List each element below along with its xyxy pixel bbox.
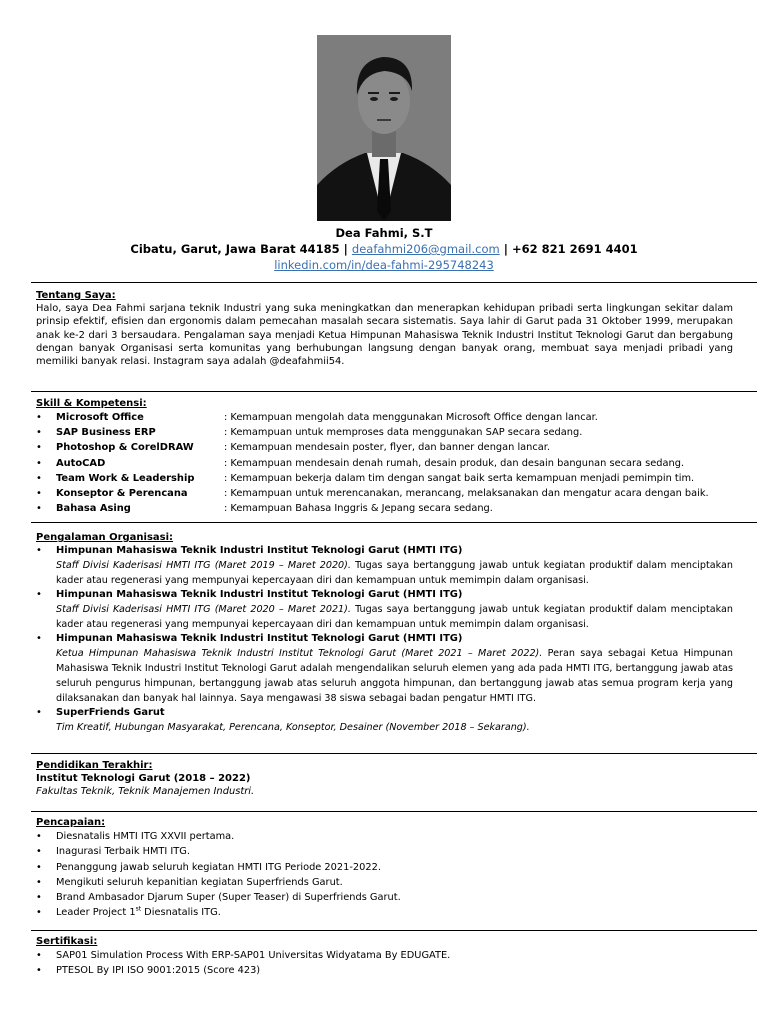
divider bbox=[31, 930, 757, 931]
faculty: Fakultas Teknik, Teknik Manajemen Industri. bbox=[36, 786, 255, 798]
skill-item bbox=[36, 501, 733, 516]
skill-desc: : Kemampuan mendesain poster, flyer, dan banner dengan lancar. bbox=[224, 442, 551, 454]
org-role: Staff Divisi Kaderisasi HMTI ITG (Maret 2019 – Maret 2020). bbox=[56, 560, 351, 572]
achievement-text: Leader Project 1 bbox=[56, 907, 136, 919]
bullet: • bbox=[36, 472, 42, 484]
list-item bbox=[36, 844, 733, 859]
org-desc bbox=[56, 602, 733, 632]
bullet: • bbox=[36, 545, 42, 557]
org-detail: Peran saya sebagai Ketua Himpunan Mahasiswa Teknik Industri Institut Teknologi Garut adalah mengendalikan seluruh elemen yang ada pada HMTI ITG, bertanggung jawab atas seluruh pengurus himpunan, bertanggung jawab atas seluruh anggota himpunan, dan bertanggung jawab atas semua program kerja yang dilaksanakan dan banyak hal lainnya. Saya mengawasi 38 siswa sebagai badan pengatur HMTI ITG. bbox=[56, 648, 734, 705]
skill-name: SAP Business ERP bbox=[56, 427, 156, 439]
bullet: • bbox=[36, 488, 42, 500]
org-item bbox=[36, 544, 733, 588]
org-desc bbox=[56, 646, 733, 706]
certifications-section bbox=[36, 935, 733, 979]
about-text: Halo, saya Dea Fahmi sarjana teknik Industri yang suka meningkatkan dan menerapkan kehidupan pribadi serta lingkungan sekitar dalam prinsip efektif, efisien dan ergonomis dalam pemecahan masalah secara sistematis. Saya lahir di Garut pada 31 Oktober 1999, merupakan anak ke-2 dari 3 bersaudara. Pengalaman saya menjadi Ketua Himpunan Mahasiswa Teknik Industri Institut Teknologi Garut dan bergabung dengan banyak Organisasi serta komunitas yang berhubungan langsung dengan banyak orang, membuat saya menjadi pribadi yang memiliki banyak relasi. Instagram saya adalah @deafahmii54. bbox=[36, 303, 733, 367]
org-detail: Tugas saya bertanggung jawab untuk kegiatan produktif dalam menciptakan kader atau regenerasi yang mempunyai kepercayaan diri dan kemampuan untuk memimpin dalam organisasi. bbox=[56, 560, 733, 587]
skill-name: AutoCAD bbox=[56, 457, 106, 469]
bullet: • bbox=[36, 412, 42, 424]
section-title: Pencapaian: bbox=[36, 817, 106, 828]
email-link[interactable]: deafahmi206@gmail.com bbox=[351, 242, 500, 256]
divider bbox=[31, 522, 757, 523]
certifications-list bbox=[36, 948, 733, 978]
org-item bbox=[36, 588, 733, 632]
bullet: • bbox=[36, 846, 42, 858]
skill-name: Photoshop & CorelDRAW bbox=[56, 442, 194, 454]
bullet: • bbox=[36, 503, 42, 515]
linkedin-link[interactable]: linkedin.com/in/dea-fahmi-295748243 bbox=[274, 258, 494, 272]
achievement-text: Diesnatalis ITG. bbox=[141, 907, 221, 919]
divider bbox=[31, 391, 757, 392]
linkedin-line bbox=[0, 257, 768, 273]
org-title: Himpunan Mahasiswa Teknik Industri Institut Teknologi Garut (HMTI ITG) bbox=[56, 633, 463, 645]
skill-item bbox=[36, 486, 733, 501]
achievements-list bbox=[36, 829, 733, 920]
skill-desc: : Kemampuan mengolah data menggunakan Microsoft Office dengan lancar. bbox=[224, 412, 598, 424]
skill-name: Bahasa Asing bbox=[56, 503, 131, 515]
bullet: • bbox=[36, 633, 42, 645]
bullet: • bbox=[36, 457, 42, 469]
org-desc bbox=[56, 558, 733, 588]
org-item bbox=[36, 706, 733, 735]
org-detail: Tugas saya bertanggung jawab untuk kegiatan produktif dalam menciptakan kader atau regenerasi yang mempunyai kepercayaan diri dan kemampuan untuk memimpin dalam organisasi. bbox=[56, 604, 733, 631]
bullet: • bbox=[36, 950, 42, 962]
org-desc bbox=[56, 720, 733, 735]
skill-desc: : Kemampuan untuk merencanakan, merancang, melaksanakan dan mengatur acara dengan baik. bbox=[224, 488, 709, 500]
bullet: • bbox=[36, 427, 42, 439]
list-item bbox=[36, 890, 733, 905]
person-name: Dea Fahmi, S.T bbox=[335, 226, 433, 240]
org-role: Ketua Himpunan Mahasiswa Teknik Industri Institut Teknologi Garut (Maret 2021 – Maret 2022). bbox=[56, 648, 543, 660]
skill-name: Microsoft Office bbox=[56, 412, 144, 424]
achievement-text: Penanggung jawab seluruh kegiatan HMTI ITG Periode 2021-2022. bbox=[56, 861, 381, 873]
skills-section bbox=[36, 397, 733, 516]
list-item bbox=[36, 829, 733, 844]
list-item bbox=[36, 860, 733, 875]
list-item bbox=[36, 948, 733, 963]
organization-section bbox=[36, 531, 733, 735]
achievement-text: Inagurasi Terbaik HMTI ITG. bbox=[56, 846, 190, 858]
contact-line bbox=[0, 241, 768, 257]
list-item bbox=[36, 905, 733, 920]
org-role: Tim Kreatif, Hubungan Masyarakat, Perencana, Konseptor, Desainer (November 2018 – Sekarang). bbox=[56, 722, 530, 734]
bullet: • bbox=[36, 707, 42, 719]
section-title: Pendidikan Terakhir: bbox=[36, 760, 153, 771]
superscript: st bbox=[135, 905, 142, 913]
achievement-text: Diesnatalis HMTI ITG XXVII pertama. bbox=[56, 831, 235, 843]
achievements-section bbox=[36, 816, 733, 920]
org-title: SuperFriends Garut bbox=[56, 707, 165, 719]
divider bbox=[31, 282, 757, 283]
education-section bbox=[36, 759, 733, 798]
achievement-text: Mengikuti seluruh kepanitian kegiatan Superfriends Garut. bbox=[56, 876, 343, 888]
skill-item bbox=[36, 410, 733, 425]
org-title: Himpunan Mahasiswa Teknik Industri Institut Teknologi Garut (HMTI ITG) bbox=[56, 589, 463, 601]
skill-desc: : Kemampuan untuk memproses data menggunakan SAP secara sedang. bbox=[224, 427, 583, 439]
section-title: Tentang Saya: bbox=[36, 290, 116, 301]
address: Cibatu, Garut, Jawa Barat 44185 bbox=[130, 242, 340, 256]
skill-item bbox=[36, 471, 733, 486]
certification-text: PTESOL By IPI ISO 9001:2015 (Score 423) bbox=[56, 965, 261, 977]
section-title: Skill & Kompetensi: bbox=[36, 398, 147, 409]
bullet: • bbox=[36, 589, 42, 601]
about-section bbox=[36, 289, 733, 368]
achievement-text: Brand Ambasador Djarum Super (Super Teaser) di Superfriends Garut. bbox=[56, 891, 401, 903]
list-item bbox=[36, 963, 733, 978]
bullet: • bbox=[36, 876, 42, 888]
separator: | bbox=[343, 242, 348, 256]
org-title: Himpunan Mahasiswa Teknik Industri Institut Teknologi Garut (HMTI ITG) bbox=[56, 545, 463, 557]
skill-item bbox=[36, 425, 733, 440]
skill-item bbox=[36, 440, 733, 455]
list-item bbox=[36, 875, 733, 890]
certification-text: SAP01 Simulation Process With ERP-SAP01 Universitas Widyatama By EDUGATE. bbox=[56, 950, 451, 962]
bullet: • bbox=[36, 442, 42, 454]
portrait-image bbox=[317, 35, 451, 221]
bullet: • bbox=[36, 965, 42, 977]
separator: | bbox=[503, 242, 508, 256]
bullet: • bbox=[36, 861, 42, 873]
divider bbox=[31, 753, 757, 754]
skill-desc: : Kemampuan Bahasa Inggris & Jepang secara sedang. bbox=[224, 503, 493, 515]
divider bbox=[31, 811, 757, 812]
skill-name: Konseptor & Perencana bbox=[56, 488, 188, 500]
bullet: • bbox=[36, 907, 42, 919]
skill-desc: : Kemampuan bekerja dalam tim dengan sangat baik serta kemampuan menjadi pemimpin tim. bbox=[224, 472, 695, 484]
section-title: Sertifikasi: bbox=[36, 936, 98, 947]
skills-list bbox=[36, 410, 733, 516]
skill-item bbox=[36, 456, 733, 471]
skill-desc: : Kemampuan mendesain denah rumah, desain produk, dan desain bangunan secara sedang. bbox=[224, 457, 685, 469]
org-item bbox=[36, 632, 733, 706]
bullet: • bbox=[36, 831, 42, 843]
profile-photo bbox=[317, 35, 451, 221]
phone-number: +62 821 2691 4401 bbox=[511, 242, 638, 256]
bullet: • bbox=[36, 891, 42, 903]
org-role: Staff Divisi Kaderisasi HMTI ITG (Maret 2020 – Maret 2021). bbox=[56, 604, 351, 616]
skill-name: Team Work & Leadership bbox=[56, 472, 195, 484]
section-title: Pengalaman Organisasi: bbox=[36, 532, 174, 543]
school-name: Institut Teknologi Garut (2018 – 2022) bbox=[36, 773, 251, 785]
